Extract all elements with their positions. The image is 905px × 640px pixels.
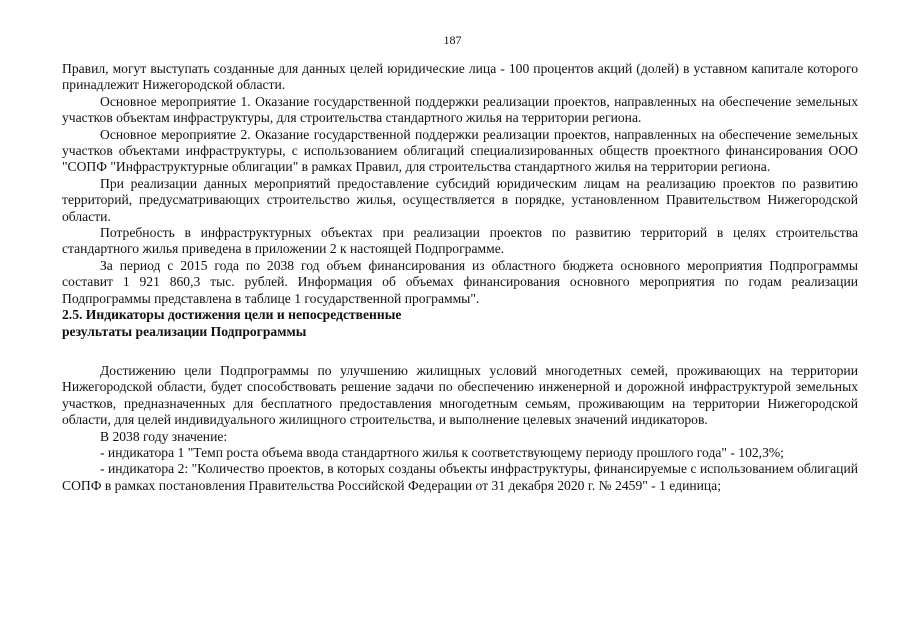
blank-line: [62, 340, 858, 363]
page-number: 187: [443, 33, 462, 47]
document-body: [62, 61, 858, 494]
paragraph: Достижению цели Подпрограммы по улучшению жилищных условий многодетных семей, проживающих на территории Нижегородской области, будет способствовать решение задачи по обеспечению инженерной и дорожной инфраструктурой земельных участков, предназначенных для бесплатного предоставления многодетным семьям, проживающим на территории Нижегородской области, для целей индивидуального жилищного строительства, и выполнение целевых значений индикаторов.: [62, 362, 858, 428]
list-item: - индикатора 1 "Темп роста объема ввода стандартного жилья к соответствующему периоду прошлого года" - 102,3%;: [100, 444, 784, 460]
section-heading-line: 2.5. Индикаторы достижения цели и непосредственные: [62, 307, 402, 323]
paragraph: В 2038 году значение:: [100, 428, 228, 444]
section-heading: [62, 307, 858, 340]
paragraph: При реализации данных мероприятий предоставление субсидий юридическим лицам на реализацию проектов по развитию территорий, предусматривающих строительство жилья, осуществляется в порядке, установленном Правительством Нижегородской области.: [62, 175, 858, 224]
list-item: - индикатора 2: "Количество проектов, в которых созданы объекты инфраструктуры, финансируемые с использованием облигаций СОПФ в рамках постановления Правительства Российской Федерации от 31 декабря 2020 г. № 2459" - 1 единица;: [62, 461, 858, 493]
section-heading-line: результаты реализации Подпрограммы: [62, 323, 307, 339]
paragraph: Правил, могут выступать созданные для данных целей юридические лица - 100 процентов акций (долей) в уставном капитале которого принадлежит Нижегородской области.: [62, 61, 858, 93]
paragraph: Основное мероприятие 2. Оказание государственной поддержки реализации проектов, направленных на обеспечение земельных участков объектами инфраструктуры, с использованием облигаций специализированных обществ проектного финансирования ООО "СОПФ "Инфраструктурные облигации" в рамках Правил, для строительства стандартного жилья на территории региона.: [62, 126, 858, 175]
paragraph: Основное мероприятие 1. Оказание государственной поддержки реализации проектов, направленных на обеспечение земельных участков объектам инфраструктуры, для строительства стандартного жилья на территории региона.: [62, 93, 858, 126]
paragraph: Потребность в инфраструктурных объектах при реализации проектов по развитию территорий в целях строительства стандартного жилья приведена в приложении 2 к настоящей Подпрограмме.: [62, 225, 858, 257]
paragraph: За период с 2015 года по 2038 год объем финансирования из областного бюджета основного мероприятия Подпрограммы составит 1 921 860,3 тыс. рублей. Информация об объемах финансирования основного мероприятия по годам реализации Подпрограммы представлена в таблице 1 государственной программы".: [62, 257, 858, 306]
